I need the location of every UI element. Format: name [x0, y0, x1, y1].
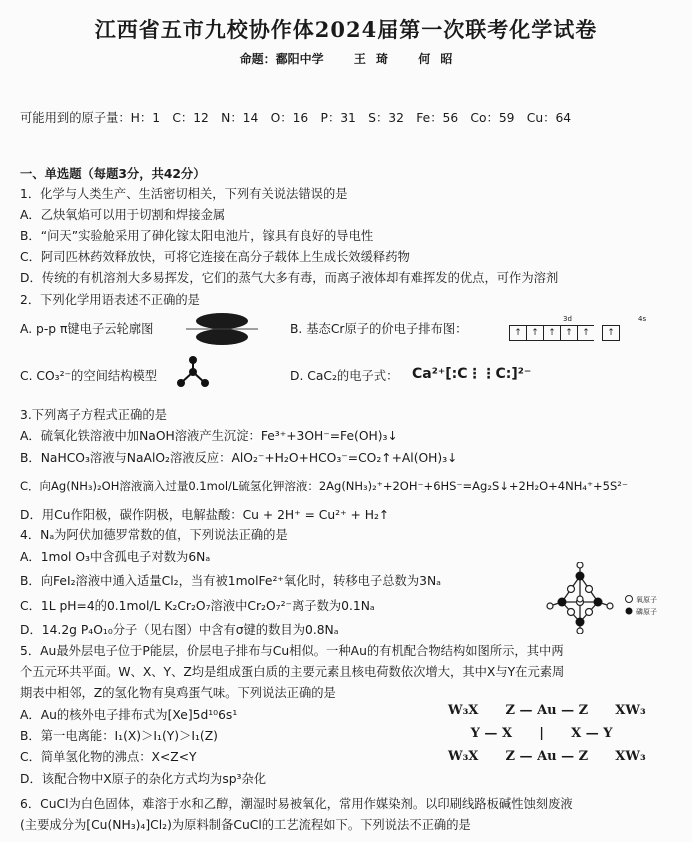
p4o10-molecule-icon — [540, 562, 622, 634]
q6-stem-1: 6．CuCl为白色固体，难溶于水和乙醇，潮湿时易被氧化，常用作媒染剂。以印刷线路板碱性蚀刻废液 — [20, 797, 573, 811]
q3-option-a: A．硫氧化铁溶液中加NaOH溶液产生沉淀：Fe³⁺+3OH⁻=Fe(OH)₃↓ — [20, 429, 398, 443]
author-2: 何 昭 — [418, 52, 453, 66]
orbital-box: ↑ — [602, 325, 620, 341]
q4-stem: 4．Nₐ为阿伏加德罗常数的值，下列说法正确的是 — [20, 528, 288, 542]
exam-title: 江西省五市九校协作体2024届第一次联考化学试卷 — [94, 17, 598, 42]
orbital-box: ↑ — [560, 325, 577, 341]
q5-option-d: D．该配合物中X原子的杂化方式均为sp³杂化 — [20, 772, 267, 786]
q1-option-d: D．传统的有机溶剂大多易挥发，它们的蒸气大多有毒，而离子液体却有难挥发的优点，可作为溶剂 — [20, 271, 559, 285]
label-4s: 4s — [638, 315, 647, 323]
q2-option-a: A. p-p π键电子云轮廓图 — [20, 322, 154, 336]
q4-option-d: D．14.2g P₄O₁₀分子（见右图）中含有σ键的数目为0.8Nₐ — [20, 623, 339, 637]
orbital-box: ↑ — [577, 325, 594, 341]
p-p-pi-orbital-icon — [182, 311, 262, 347]
orbital-box: ↑ — [509, 325, 526, 341]
legend-icons — [624, 594, 634, 618]
exam-authors — [0, 50, 692, 67]
q5-stem-3: 期表中相邻，Z的氢化物有臭鸡蛋气味。下列说法正确的是 — [20, 686, 336, 700]
q6-stem-2: (主要成分为[Cu(NH₃)₄]Cl₂)为原料制备CuCl的工艺流程如下。下列说法不正确的是 — [20, 818, 471, 832]
q3-option-d: D．用Cu作阳极，碳作阴极，电解盐酸：Cu + 2H⁺ = Cu²⁺ + H₂↑ — [20, 508, 390, 522]
cac2-formula: Ca²⁺[:C⋮⋮C:]²⁻ — [412, 366, 532, 382]
legend-oxygen: 氧原子 — [636, 596, 657, 604]
q1-option-b: B．“问天”实验舱采用了砷化镓太阳电池片，镓具有良好的导电性 — [20, 229, 374, 243]
q5-option-b: B．第一电离能：I₁(X)＞I₁(Y)＞I₁(Z) — [20, 729, 218, 743]
carbonate-model-icon — [176, 356, 210, 388]
q4-option-c: C．1L pH=4的0.1mol/L K₂Cr₂O₇溶液中Cr₂O₇²⁻离子数为0.1Nₐ — [20, 599, 375, 613]
q4-option-a: A．1mol O₃中含孤电子对数为6Nₐ — [20, 550, 211, 564]
q3-option-c: C．向Ag(NH₃)₂OH溶液滴入过量0.1mol/L硫氢化钾溶液：2Ag(NH₃)₂⁺+2OH⁻+6HS⁻=Ag₂S↓+2H₂O+4NH₄⁺+5S²⁻ — [20, 479, 628, 493]
au-complex-line-1: W₃X Z — Au — Z XW₃ — [448, 703, 646, 718]
cr-orbital-diagram — [509, 325, 620, 341]
author-1: 王 琦 — [353, 52, 388, 66]
q4-option-b: B．向FeI₂溶液中通入适量Cl₂，当有被1molFe²⁺氧化时，转移电子总数为3Nₐ — [20, 574, 441, 588]
q5-option-c: C．简单氢化物的沸点：X<Z<Y — [20, 750, 197, 764]
label-3d: 3d — [563, 315, 572, 323]
proposer: 命题：鄱阳中学 — [239, 52, 324, 66]
q3-option-b: B．NaHCO₃溶液与NaAlO₂溶液反应：AlO₂⁻+H₂O+HCO₃⁻=CO₂↑+Al(OH)₃↓ — [20, 451, 458, 465]
q3-stem: 3.下列离子方程式正确的是 — [20, 408, 167, 422]
q2-option-c: C. CO₃²⁻的空间结构模型 — [20, 369, 158, 383]
legend-phosphorus: 磷原子 — [636, 608, 657, 616]
atomic-masses: 可能用到的原子量：H：1 C：12 N：14 O：16 P：31 S：32 Fe：56 Co：59 Cu：64 — [20, 111, 572, 125]
section-1-heading: 一、单选题（每题3分，共42分） — [20, 167, 206, 181]
q1-option-a: A．乙炔氧焰可以用于切割和焊接金属 — [20, 208, 226, 222]
orbital-box: ↑ — [543, 325, 560, 341]
q2-stem: 2．下列化学用语表述不正确的是 — [20, 293, 200, 307]
au-complex-line-2: Y — X | X — Y — [448, 726, 613, 741]
q2-option-b: B. 基态Cr原子的价电子排布图： — [290, 322, 468, 336]
q1-option-c: C．阿司匹林药效释放快，可将它连接在高分子载体上生成长效缓释药物 — [20, 250, 410, 264]
orbital-box: ↑ — [526, 325, 543, 341]
q2-option-d: D. CaC₂的电子式： — [290, 369, 399, 383]
q1-stem: 1．化学与人类生产、生活密切相关，下列有关说法错误的是 — [20, 187, 348, 201]
q5-stem-2: 个五元环共平面。W、X、Y、Z均是组成蛋白质的主要元素且核电荷数依次增大，其中X与Y在元素周 — [20, 665, 565, 679]
q5-option-a: A．Au的核外电子排布式为[Xe]5d¹⁰6s¹ — [20, 708, 238, 722]
q5-stem-1: 5．Au最外层电子位于P能层，价层电子排布与Cu相似。一种Au的有机配合物结构如图所示，其中两 — [20, 644, 564, 658]
au-complex-line-3: W₃X Z — Au — Z XW₃ — [448, 749, 646, 764]
